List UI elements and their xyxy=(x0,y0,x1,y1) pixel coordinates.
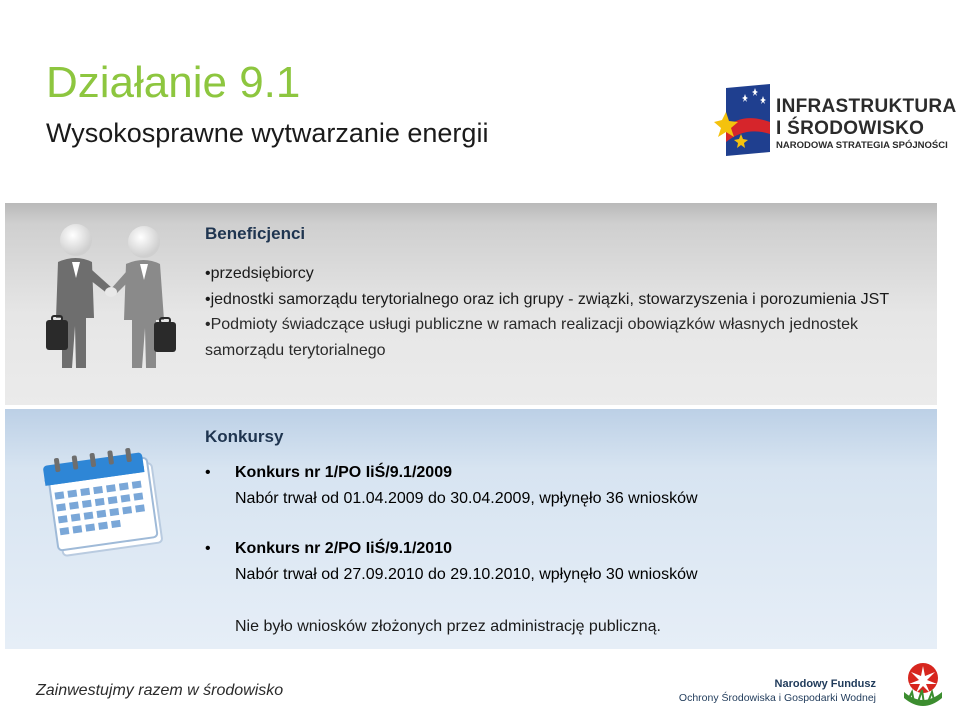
footer-slogan: Zainwestujmy razem w środowisko xyxy=(36,682,284,699)
fund-name-line1: Narodowy Fundusz xyxy=(774,678,876,690)
fund-name-line2: Ochrony Środowiska i Gospodarki Wodnej xyxy=(678,692,876,704)
calendar-icon xyxy=(38,440,168,560)
konkursy-heading: Konkursy xyxy=(205,427,284,446)
slide-title: Działanie 9.1 xyxy=(46,58,301,107)
slide-subtitle: Wysokosprawne wytwarzanie energii xyxy=(46,118,489,148)
list-item: •jednostki samorządu terytorialnego oraz ich grupy - związki, stowarzyszenia i porozumienia JST xyxy=(205,290,890,308)
konkurs-detail: Nabór trwał od 27.09.2010 do 29.10.2010, wpłynęło 30 wniosków xyxy=(235,566,698,583)
eu-flag-mark-icon xyxy=(712,82,772,158)
handshake-businessmen-icon xyxy=(28,218,188,378)
nfosigw-logo xyxy=(678,662,954,714)
beneficjenci-list xyxy=(205,261,930,363)
konkurs-title: Konkurs nr 1/PO IiŚ/9.1/2009 xyxy=(235,464,452,481)
konkurs-title: Konkurs nr 2/PO IiŚ/9.1/2010 xyxy=(235,540,452,557)
logo-line-srodowisko: I ŚRODOWISKO xyxy=(776,118,925,139)
list-item: •Podmioty świadczące usługi publiczne w ramach realizacji obowiązków własnych jednostek samorządu terytorialnego xyxy=(205,316,859,359)
nfosigw-emblem-icon xyxy=(900,662,946,714)
beneficjenci-heading: Beneficjenci xyxy=(205,224,306,243)
infrastruktura-srodowisko-logo xyxy=(712,82,957,158)
bullet: • xyxy=(205,464,211,481)
bullet: • xyxy=(205,540,211,557)
logo-line-strategia: NARODOWA STRATEGIA SPÓJNOŚCI xyxy=(776,140,948,151)
konkursy-note: Nie było wniosków złożonych przez administrację publiczną. xyxy=(235,618,661,635)
konkurs-detail: Nabór trwał od 01.04.2009 do 30.04.2009, wpłynęło 36 wniosków xyxy=(235,490,698,507)
logo-line-infrastruktura: INFRASTRUKTURA xyxy=(776,96,957,117)
list-item: •przedsiębiorcy xyxy=(205,265,314,282)
